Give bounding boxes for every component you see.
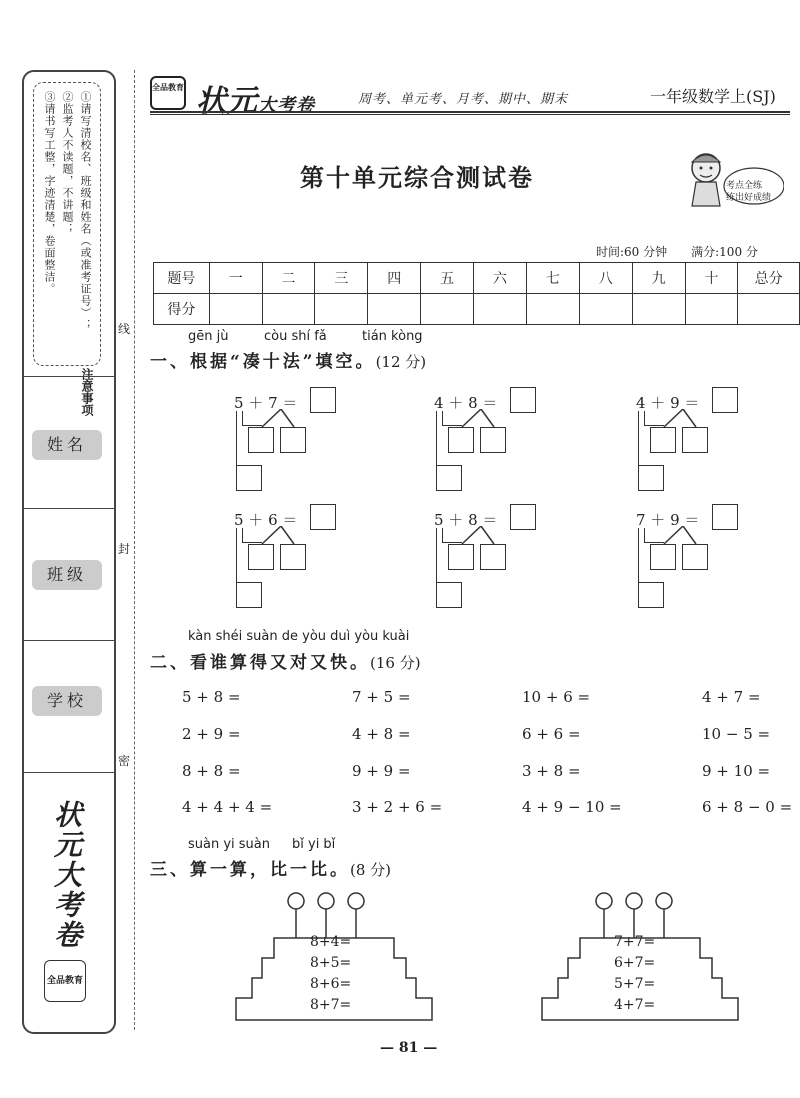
compare-item: 8+4= [310,934,352,950]
class-field: 班级 [32,560,102,590]
calc-item: 9 + 10 = [702,762,771,780]
table-cell: 五 [421,263,474,294]
divider [22,772,114,773]
sum-box[interactable] [236,465,262,491]
calc-item: 8 + 8 = [182,762,241,780]
pinyin: kàn shéi suàn de yòu duì yòu kuài [188,629,410,644]
score-cell[interactable] [421,294,474,325]
expression: 7 ＋ 9 ＝ [636,511,700,529]
score-cell[interactable] [209,294,262,325]
note-3: ③请书写工整，字迹清楚，卷面整洁。 [43,91,56,295]
notes-box [33,82,101,366]
caption-line: 练出好成绩 [726,193,772,203]
split-box[interactable] [280,544,306,570]
page-title: 第十单元综合测试卷 [300,163,534,192]
split-box[interactable] [682,427,708,453]
table-cell: 四 [368,263,421,294]
calc-item: 3 + 8 = [522,762,581,780]
bracket-line [242,528,243,542]
strip-logo: 状元大考卷 [50,800,83,950]
score-cell[interactable] [474,294,527,325]
note-2: ②监考人不读题，不讲题； [61,91,74,235]
cut-label-seal: 封 [118,542,131,556]
bracket-line [644,411,645,425]
calc-item: 5 + 8 = [182,688,241,706]
expression: 5 ＋ 8 ＝ [434,511,498,529]
split-box[interactable] [480,544,506,570]
cut-label-secret: 密 [118,754,131,768]
sum-box[interactable] [436,582,462,608]
table-cell: 二 [262,263,315,294]
section-heading [150,347,426,372]
calc-item: 7 + 5 = [352,688,411,706]
compare-item: 8+7= [310,997,352,1013]
answer-box[interactable] [510,387,536,413]
calc-item: 6 + 6 = [522,725,581,743]
calc-item: 4 + 8 = [352,725,411,743]
bracket-line [242,411,243,425]
make-ten-block [636,504,746,616]
section-label: 一、根据“凑十法”填空。 [150,352,376,372]
name-field: 姓名 [32,430,102,460]
table-cell: 七 [526,263,579,294]
table-cell: 总分 [738,263,800,294]
sum-box[interactable] [638,465,664,491]
calc-item: 2 + 9 = [182,725,241,743]
table-row [154,294,800,325]
table-cell: 九 [632,263,685,294]
school-field: 学校 [32,686,102,716]
page-number: — 81 — [380,1040,438,1056]
header-rule [150,114,790,115]
compare-item: 4+7= [614,997,656,1013]
make-ten-block [434,387,544,499]
answer-box[interactable] [310,504,336,530]
pinyin: còu shí fǎ [264,329,327,344]
calc-item: 9 + 9 = [352,762,411,780]
make-ten-block [636,387,746,499]
calc-item: 4 + 9 − 10 = [522,798,622,816]
calc-item: 4 + 4 + 4 = [182,798,273,816]
publisher-logo: 全品教育 [150,76,186,110]
divider [22,376,114,377]
table-cell: 八 [579,263,632,294]
compare-item: 6+7= [614,955,656,971]
pinyin: gēn jù [188,329,229,344]
bracket-line [436,528,437,588]
split-box[interactable] [248,544,274,570]
section-points: (8 分) [350,861,392,879]
split-lines [254,409,304,429]
table-cell: 三 [315,263,368,294]
compare-item: 7+7= [614,934,656,950]
score-cell[interactable] [262,294,315,325]
split-box[interactable] [280,427,306,453]
make-ten-block [234,504,344,616]
split-box[interactable] [682,544,708,570]
bracket-line [236,411,237,471]
split-box[interactable] [448,544,474,570]
sum-box[interactable] [638,582,664,608]
score-cell[interactable] [738,294,800,325]
table-cell: 一 [209,263,262,294]
section-heading [150,855,391,880]
pinyin: tián kòng [362,329,423,344]
answer-box[interactable] [310,387,336,413]
grade-label: 一年级数学上(SJ) [650,87,776,106]
brand-name: 状元 [196,84,258,119]
time-info: 时间:60 分钟 满分:100 分 [596,245,758,259]
calc-item: 10 + 6 = [522,688,591,706]
calc-item: 6 + 8 − 0 = [702,798,793,816]
pinyin: suàn yi suàn [188,837,271,852]
table-cell: 得分 [154,294,210,325]
make-ten-block [434,504,544,616]
split-box[interactable] [448,427,474,453]
compare-item: 8+5= [310,955,352,971]
sum-box[interactable] [236,582,262,608]
calc-item: 4 + 7 = [702,688,761,706]
bracket-line [638,528,639,588]
tagline: 周考、单元考、月考、期中、期末 [358,92,569,107]
header-rule [150,111,790,113]
bracket-line [236,528,237,588]
mascot-caption [726,180,771,204]
split-lines [254,526,304,546]
split-box[interactable] [248,427,274,453]
divider [22,640,114,641]
split-box[interactable] [650,427,676,453]
compare-item: 5+7= [614,976,656,992]
bracket-line [644,528,645,542]
answer-box[interactable] [712,504,738,530]
split-lines [656,526,706,546]
cut-label-line: 线 [118,322,131,336]
make-ten-block [234,387,344,499]
calc-item: 10 − 5 = [702,725,771,743]
divider [22,508,114,509]
score-cell[interactable] [579,294,632,325]
brand-suffix: 大考卷 [258,95,315,116]
table-row [154,263,800,294]
split-box[interactable] [650,544,676,570]
bracket-line [436,411,437,471]
expression: 4 ＋ 9 ＝ [636,394,700,412]
bracket-line [442,528,443,542]
cut-line [134,70,135,1030]
notes-heading: 注意事项 [80,368,94,416]
caption-line: 考点全练 [726,181,763,191]
section-label: 二、看谁算得又对又快。 [150,653,370,673]
table-cell: 十 [685,263,738,294]
score-cell[interactable] [685,294,738,325]
note-1: ①请写清校名、班级和姓名（或准考证号）； [79,91,92,331]
split-lines [454,526,504,546]
score-cell[interactable] [632,294,685,325]
calc-item: 3 + 2 + 6 = [352,798,443,816]
strip-badge: 全品教育 [44,960,86,1002]
score-cell[interactable] [368,294,421,325]
answer-box[interactable] [510,504,536,530]
expression: 4 ＋ 8 ＝ [434,394,498,412]
bracket-line [638,411,639,471]
split-lines [454,409,504,429]
sum-box[interactable] [436,465,462,491]
expression: 5 ＋ 7 ＝ [234,394,298,412]
section-points: (12 分) [375,353,427,371]
answer-box[interactable] [712,387,738,413]
compare-item: 8+6= [310,976,352,992]
section-points: (16 分) [370,654,421,672]
section-label: 三、算一算，比一比。 [150,860,350,880]
pinyin: bǐ yi bǐ [292,837,336,852]
score-table [153,262,800,325]
split-lines [656,409,706,429]
bracket-line [442,411,443,425]
score-cell[interactable] [526,294,579,325]
table-cell: 六 [474,263,527,294]
split-box[interactable] [480,427,506,453]
section-heading [150,648,421,673]
score-cell[interactable] [315,294,368,325]
expression: 5 ＋ 6 ＝ [234,511,298,529]
table-cell: 题号 [154,263,210,294]
